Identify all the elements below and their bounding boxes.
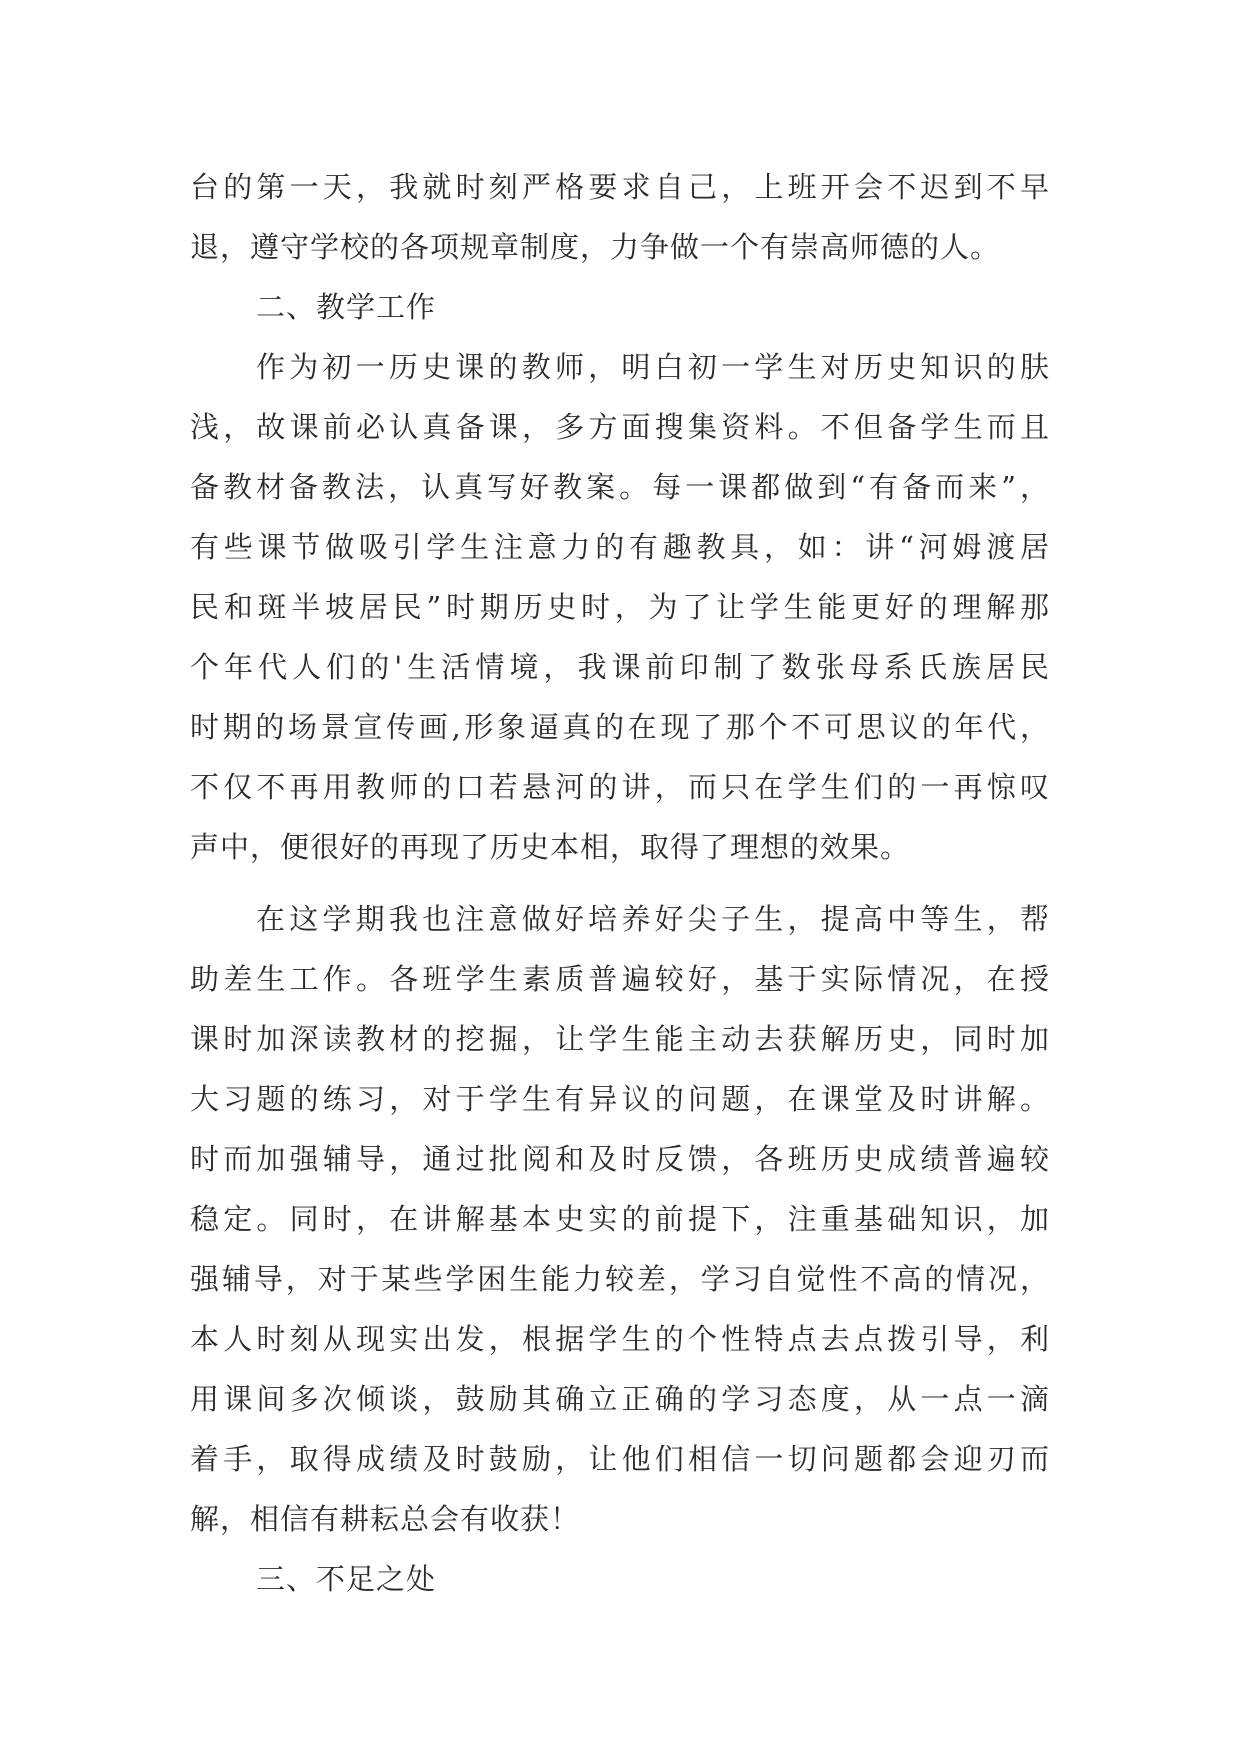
text-line: 退，遵守学校的各项规章制度，力争做一个有崇高师德的人。 — [190, 230, 1001, 264]
text-line: 稳定。同时，在讲解基本史实的前提下，注重基础知识，加 — [190, 1202, 1050, 1236]
text-line: 本人时刻从现实出发，根据学生的个性特点去点拨引导，利 — [190, 1322, 1050, 1356]
text-line: 用课间多次倾谈，鼓励其确立正确的学习态度，从一点一滴 — [190, 1382, 1050, 1416]
text-line: 在这学期我也注意做好培养好尖子生，提高中等生，帮 — [256, 902, 1050, 936]
text-line: 有些课节做吸引学生注意力的有趣教具，如：讲“河姆渡居 — [190, 530, 1050, 564]
text-line: 着手，取得成绩及时鼓励，让他们相信一切问题都会迎刃而 — [190, 1442, 1050, 1476]
text-line: 不仅不再用教师的口若悬河的讲，而只在学生们的一再惊叹 — [190, 770, 1050, 804]
text-line: 助差生工作。各班学生素质普遍较好，基于实际情况，在授 — [190, 962, 1050, 996]
text-line: 备教材备教法，认真写好教案。每一课都做到“有备而来”， — [190, 470, 1050, 504]
text-line: 作为初一历史课的教师，明白初一学生对历史知识的肤 — [256, 350, 1050, 384]
heading-line: 二、教学工作 — [256, 290, 437, 324]
text-line: 声中，便很好的再现了历史本相，取得了理想的效果。 — [190, 830, 911, 864]
text-line: 民和斑半坡居民”时期历史时，为了让学生能更好的理解那 — [190, 590, 1050, 624]
text-line: 强辅导，对于某些学困生能力较差，学习自觉性不高的情况， — [190, 1262, 1050, 1296]
text-line: 浅，故课前必认真备课，多方面搜集资料。不但备学生而且 — [190, 410, 1050, 444]
paragraph-continuation — [190, 157, 1050, 277]
text-line: 解，相信有耕耘总会有收获！ — [190, 1502, 581, 1536]
section-heading-teaching — [190, 277, 1050, 337]
text-line: 大习题的练习，对于学生有异议的问题，在课堂及时讲解。 — [190, 1082, 1050, 1116]
text-line: 时而加强辅导，通过批阅和及时反馈，各班历史成绩普遍较 — [190, 1142, 1050, 1176]
paragraph-gap — [190, 877, 1050, 889]
paragraph-students — [190, 889, 1050, 1549]
text-line: 个年代人们的'生活情境，我课前印制了数张母系氏族居民 — [190, 650, 1050, 684]
section-heading-shortcomings — [190, 1549, 1050, 1609]
heading-line: 三、不足之处 — [256, 1562, 437, 1596]
text-line: 台的第一天，我就时刻严格要求自己，上班开会不迟到不早 — [190, 170, 1050, 204]
text-line: 课时加深读教材的挖掘，让学生能主动去获解历史，同时加 — [190, 1022, 1050, 1056]
text-line: 时期的场景宣传画,形象逼真的在现了那个不可思议的年代， — [190, 710, 1050, 744]
paragraph-teaching — [190, 337, 1050, 877]
document-body — [190, 157, 1050, 1609]
